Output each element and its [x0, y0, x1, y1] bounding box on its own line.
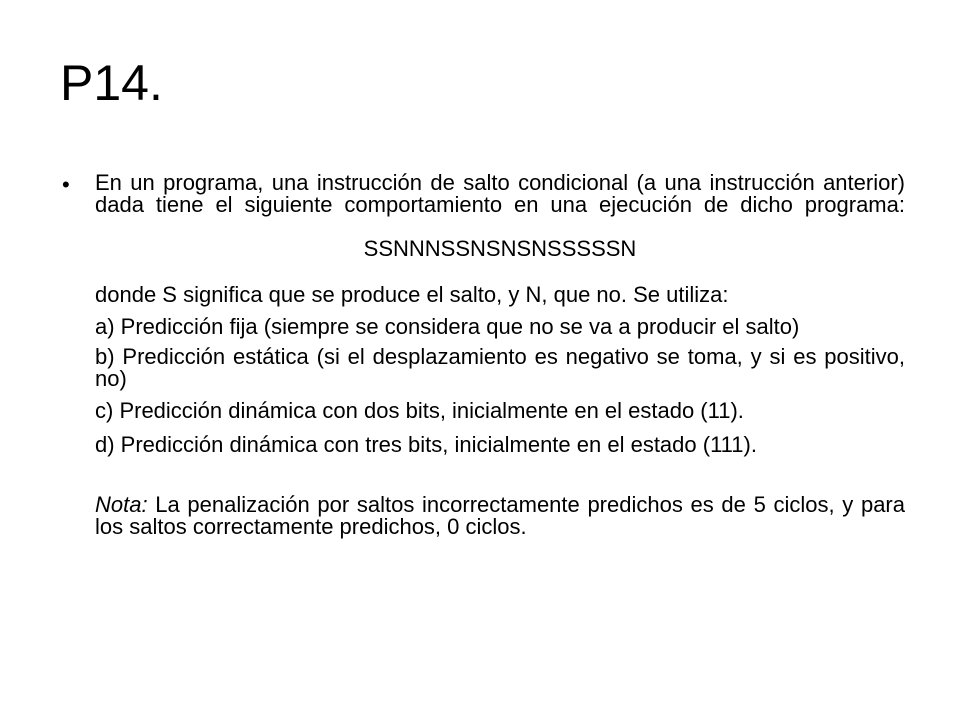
- option-b: b) Predicción estática (si el desplazamiento es negativo se toma, y si es positivo, no): [95, 344, 905, 391]
- bullet-content: [95, 172, 905, 538]
- problem-intro: En un programa, una instrucción de salto condicional (a una instrucción anterior) dada tiene el siguiente comportamiento en una ejecución de dicho programa:: [95, 170, 905, 217]
- note: [95, 494, 905, 538]
- option-a: a) Predicción fija (siempre se considera que no se va a producir el salto): [95, 314, 800, 339]
- option-d: d) Predicción dinámica con tres bits, inicialmente en el estado (111).: [95, 432, 757, 457]
- note-text: La penalización por saltos incorrectamente predichos es de 5 ciclos, y para los saltos correctamente predichos, 0 ciclos.: [95, 492, 905, 539]
- option-c: c) Predicción dinámica con dos bits, inicialmente en el estado (11).: [95, 398, 744, 423]
- slide-title: P14.: [60, 55, 163, 111]
- note-label: Nota:: [95, 492, 148, 517]
- branch-sequence: SSNNNSSNSNSNSSSSSN: [363, 236, 637, 261]
- bullet-icon: •: [62, 172, 70, 197]
- sequence-legend: donde S significa que se produce el salto, y N, que no. Se utiliza:: [95, 282, 729, 307]
